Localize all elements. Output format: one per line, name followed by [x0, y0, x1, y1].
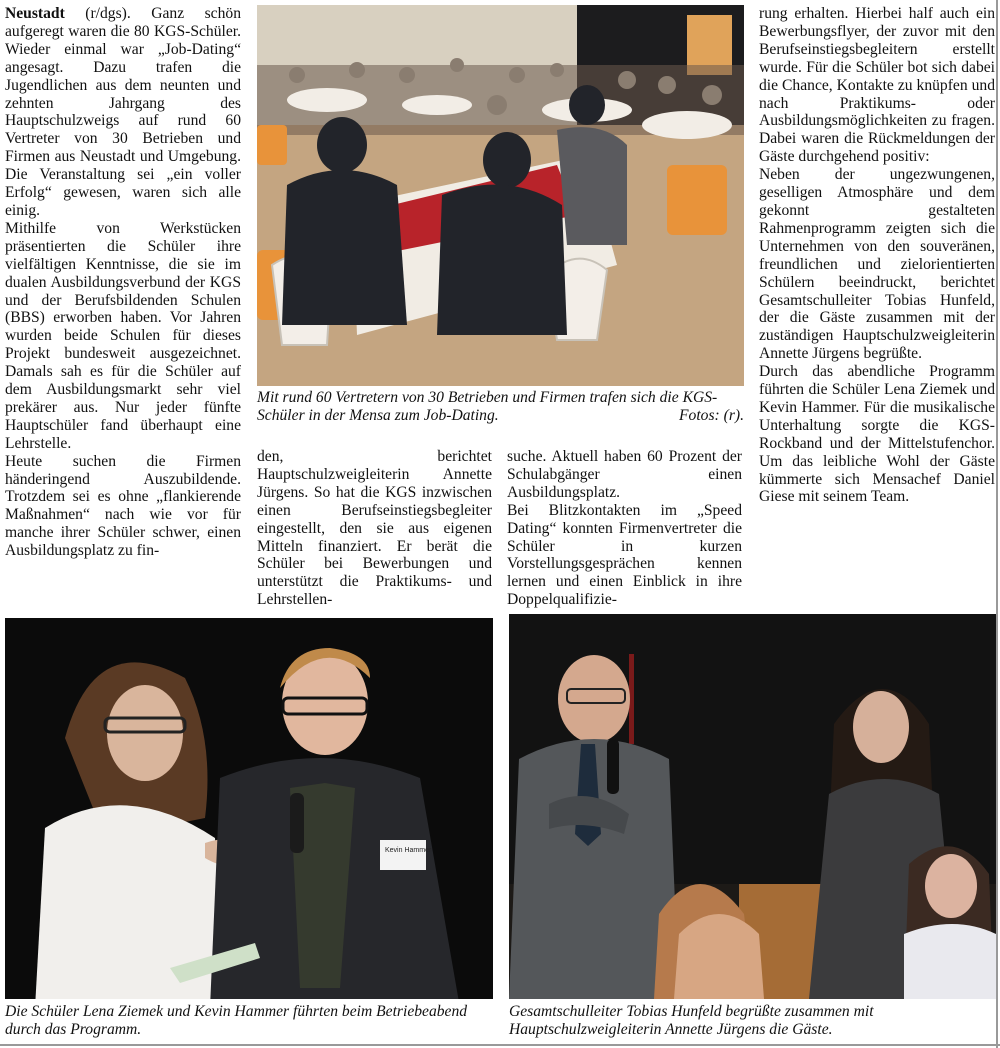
paragraph: Neben der ungezwungenen, geselligen Atmosphäre und dem gekonnt gestalteten Rahmenprogramm zeigten sich die Unternehmen von den souveränen, freundlichen und zielorientierten Schülern beeindruckt, berichtet Gesamtschulleiter Tobias Hunfeld, der die Gäste zusammen mit der zuständigen Hauptschulzweigleiterin Annette Jürgens begrüßte. [759, 166, 995, 363]
paragraph: suche. Aktuell haben 60 Prozent der Schulabgänger einen Ausbildungsplatz. [507, 448, 742, 501]
photo-caption-right: Gesamtschulleiter Tobias Hunfeld begrüßte zusammen mit Hauptschulzweigleiterin Annette Jürgens die Gäste. [509, 1003, 874, 1038]
photo-caption-left: Die Schüler Lena Ziemek und Kevin Hammer führten beim Betriebeabend durch das Programm. [5, 1003, 468, 1038]
paragraph: Durch das abendliche Programm führten die Schüler Lena Ziemek und Kevin Hammer. Für die musikalische Unterhaltung sorgte die KGS-Rockband und der Mittelstufenchor. Um das leibliche Wohl der Gäste kümmerte sich Mensachef Daniel Giese mit seinem Team. [759, 363, 995, 506]
name-tag-text: Kevin Hammer [385, 847, 432, 854]
article-column-3 [507, 448, 742, 608]
photo-principal-speech [509, 614, 996, 999]
paragraph: rung erhalten. Hierbei half auch ein Bewerbungsflyer, der zuvor mit den Berufseinstiegsbegleitern erstellt wurde. Für die Schüler bot sich dabei die Chance, Kontakte zu knüpfen und nach Praktikums- oder Ausbildungsmöglichkeiten zu fragen. Dabei waren die Rückmeldungen der Gäste durchgehend positiv: [759, 5, 995, 166]
photo-caption-top: Mit rund 60 Vertretern von 30 Betrieben und Firmen trafen sich die KGS-Schüler in der Mensa zum Job-Dating. Fotos: (r). [257, 389, 744, 424]
photo-credit: Fotos: (r). [679, 406, 744, 424]
article-column-4 [759, 5, 995, 607]
photo-cafeteria-job-dating [257, 5, 744, 386]
paragraph-intro: Neustadt (r/dgs). Ganz schön aufgeregt waren die 80 KGS-Schüler. Wieder einmal war „Job-Dating“ angesagt. Dazu trafen die Jugendlichen aus dem neunten und zehnten Jahrgang des Hauptschulzweigs auf rund 60 Vertreter von 30 Betrieben und Firmen aus Neustadt und Umgebung. Die Veranstaltung sei „ein voller Erfolg“ gewesen, waren sich alle einig. [5, 5, 241, 219]
paragraph: Bei Blitzkontakten im „Speed Dating“ konnten Firmenvertreter die Schüler in kurzen Vorstellungsgesprächen kennen lernen und einen Einblick in ihre Doppelqualifizie- [507, 501, 742, 609]
dateline: Neustadt [5, 5, 65, 22]
photo-presenters [5, 618, 493, 999]
paragraph: Heute suchen die Firmen händeringend Auszubildende. Trotzdem sei es ohne „flankierende Maßnahmen“ nach wie vor für manche ihrer Schüler schwer, einen Ausbildungsplatz zu fin- [5, 452, 241, 560]
page-edge [0, 1044, 1000, 1046]
paragraph: den, berichtet Hauptschulzweigleiterin Annette Jürgens. So hat die KGS inzwischen einen Berufseinstiegsbegleiter eingestellt, den sie aus eigenen Mitteln finanziert. Er berät die Schüler bei Bewerbungen und unterstützt die Praktikums- und Lehrstellen- [257, 448, 492, 609]
article-column-2 [257, 448, 492, 608]
article-column-1 [5, 5, 241, 607]
paragraph: Mithilfe von Werkstücken präsentierten die Schüler ihre vielfältigen Kenntnisse, die sie im dualen Ausbildungsverbund der KGS und der Berufsbildenden Schulen (BBS) erworben haben. Vor Jahren wurden beide Schulen für dieses Projekt bundesweit ausgezeichnet. Damals sah es für die Schüler auf dem Ausbildungsmarkt sehr viel prekärer aus. Nur jeder fünfte Hauptschüler fand überhaupt eine Lehrstelle. [5, 219, 241, 452]
page-edge [996, 0, 998, 1048]
